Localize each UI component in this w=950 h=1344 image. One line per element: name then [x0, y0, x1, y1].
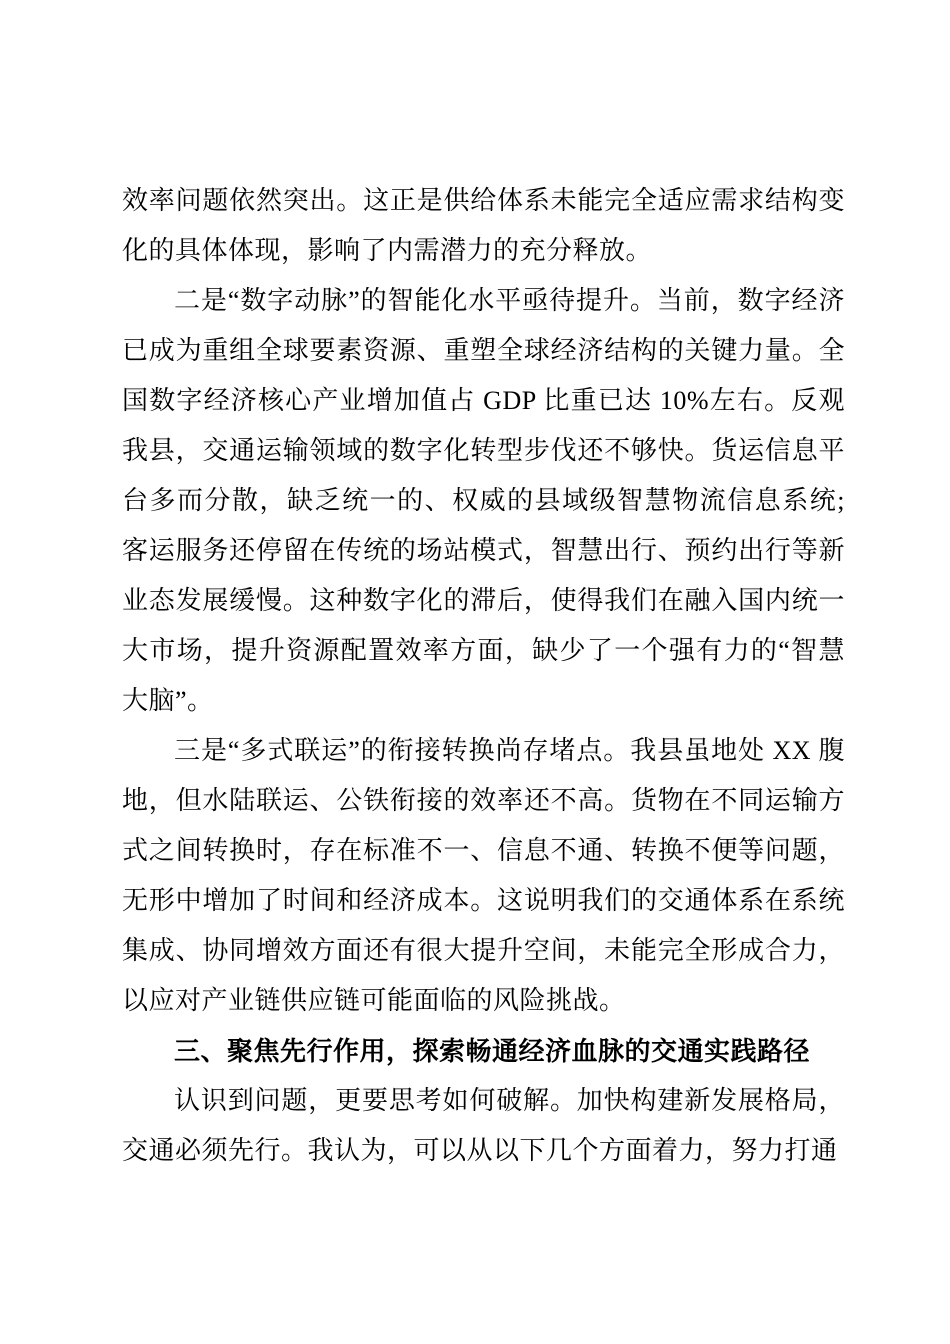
- paragraph-continuation-supply-system: 效率问题依然突出。这正是供给体系未能完全适应需求结构变化的具体体现，影响了内需潜力的充分释放。: [122, 186, 845, 265]
- section-heading-three: 三、聚焦先行作用，探索畅通经济血脉的交通实践路径: [174, 1036, 811, 1066]
- paragraph-solutions-intro: 认识到问题，更要思考如何破解。加快构建新发展格局，交通必须先行。我认为，可以从以下几个方面着力，努力打通: [122, 1086, 845, 1165]
- paragraph-point-three-multimodal-transport: 三是“多式联运”的衔接转换尚存堵点。我县虽地处 XX 腹地，但水陆联运、公铁衔接的效率还不高。货物在不同运输方式之间转换时，存在标准不一、信息不通、转换不便等问题，无形中增加了时间和经济成本。这说明我们的交通体系在系统集成、协同增效方面还有很大提升空间，未能完全形成合力，以应对产业链供应链可能面临的风险挑战。: [122, 736, 845, 1015]
- document-body: [122, 176, 845, 1176]
- paragraph-point-two-digital-artery: 二是“数字动脉”的智能化水平亟待提升。当前，数字经济已成为重组全球要素资源、重塑全球经济结构的关键力量。全国数字经济核心产业增加值占 GDP 比重已达 10%左右。反观我县，交通运输领域的数字化转型步伐还不够快。货运信息平台多而分散，缺乏统一的、权威的县域级智慧物流信息系统;客运服务还停留在传统的场站模式，智慧出行、预约出行等新业态发展缓慢。这种数字化的滞后，使得我们在融入国内统一大市场，提升资源配置效率方面，缺少了一个强有力的“智慧大脑”。: [122, 286, 845, 715]
